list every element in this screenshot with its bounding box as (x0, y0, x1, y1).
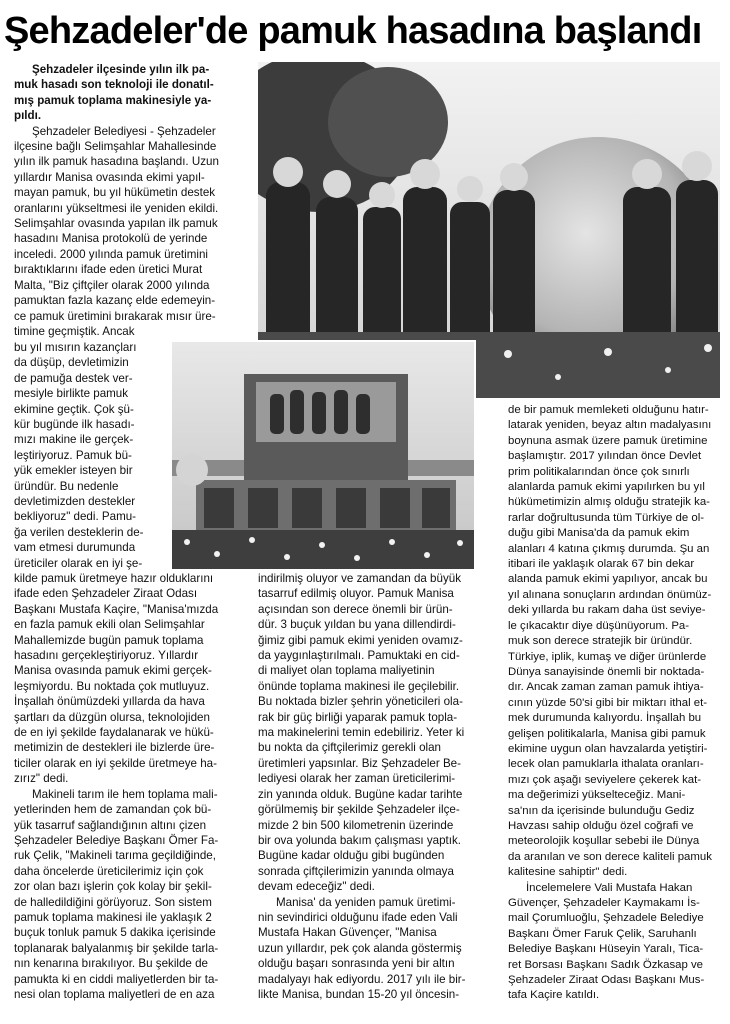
body-line: pamuktan fazla kazanç elde edemeyin- (14, 294, 216, 308)
body-line: Bugüne kadar olduğu gibi bugünden (258, 849, 445, 863)
body-line: Selimşahlar ovasında yapılan ilk pamuk (14, 217, 218, 231)
body-line: bu yıl mısırın kazançları (14, 341, 137, 354)
body-line: Havzası sahip olduğu özel coğrafi ve (508, 819, 694, 832)
body-line: indirilmiş oluyor ve zamandan da büyük (258, 572, 461, 585)
body-line: şartları da düzgün olursa, teknolojiden (14, 710, 210, 724)
body-line: sonrada çiftçilerimizin yanında olmaya (258, 864, 454, 878)
body-line: lediyesi olarak her zaman üreticilerimi- (258, 772, 456, 786)
body-line: ğa verilen desteklerin de- (14, 525, 144, 539)
body-line: yıl alınana sonuçların ardından önümüz- (508, 588, 712, 601)
body-line: kilde pamuk üretmeye hazır olduklarını (14, 572, 214, 585)
body-line: da düşüp, devletimizin (14, 356, 129, 370)
body-line: ma değerimizi yükselteceğiz. Mani- (508, 789, 686, 802)
lead-line: Şehzadeler ilçesinde yılın ilk pa- (32, 63, 210, 76)
body-line: de halledildiğini görüyoruz. Son sistem (14, 895, 212, 909)
body-line: leşmiyordu. Bu noktada çok mutluyuz. (14, 679, 210, 693)
body-line: mizde 2 bin 500 kilometrenin üzerinde (258, 818, 454, 832)
lead-line: pıldı. (14, 109, 42, 123)
body-line: rak bir güç birliği yaparak pamuk topla- (258, 710, 458, 724)
body-line: toplanarak balyalanmış bir şekilde tarla- (14, 941, 219, 955)
body-line: Dünya sanayisinde önemli bir noktada- (508, 665, 705, 678)
body-line: önünde toplama makinesi ile geçilebilir. (258, 679, 460, 693)
body-line: bir ova yolunda bakım çalışması yaptık. (258, 833, 461, 847)
body-line: ekimine uygun olan havzalarda yetiştiri- (508, 742, 708, 755)
body-line: pamuk toplama makinesi ile yaklaşık 2 (14, 910, 212, 924)
body-line: kalitesine sahiptir" dedi. (508, 866, 628, 879)
body-line: da yaygınlaştırılmalı. Pamuktaki en cid- (258, 649, 460, 663)
column-1-top (14, 62, 252, 339)
body-line: bu nokta da çiftçilerimiz gerekli olan (258, 741, 442, 755)
body-line: Belediye Başkanı Hüseyin Yaralı, Tica- (508, 943, 704, 956)
body-line: mızı çok aşağı seviyelere çekerek kat- (508, 773, 702, 786)
body-line: timine geçmiştik. Ancak (14, 324, 135, 338)
body-line: cının yüzde 50'si gibi bir miktarı ithal et- (508, 696, 708, 709)
body-line: muk son derece stratejik bir üründür. (508, 635, 693, 648)
body-line: Başkanı Ömer Faruk Çelik, Saruhanlı (508, 927, 697, 940)
body-line: tafa Kaçire katıldı. (508, 989, 600, 1002)
body-line: di maliyet olan toplama maliyetinin (258, 664, 435, 678)
body-line: tasarruf edilmiş oluyor. Pamuk Manisa (258, 587, 454, 601)
body-line: mek durumunda kalıyordu. İnşallah bu (508, 712, 702, 725)
body-line: boynuna asmak üzere pamuk üretimine (508, 434, 708, 447)
body-line: hükümetimizin almış olduğu stratejik ka- (508, 496, 710, 509)
body-line: mayan pamuk, bu yıl hükümetin destek (14, 186, 216, 200)
body-line: gelişen politikalarla, Manisa gibi pamuk (508, 727, 706, 740)
body-line: Şehzadeler Belediye Başkanı Ömer Fa- (14, 833, 219, 847)
body-line: duğu gibi Manisa'da da pamuk ekim (508, 527, 690, 540)
harvester-photo-drawing (172, 342, 474, 569)
body-line: devletimizden destekler (14, 495, 136, 509)
body-line: Başkanı Mustafa Kaçire, "Manisa'mızda (14, 602, 219, 616)
body-line: prim politikalarından önce çok sınırlı (508, 465, 690, 478)
body-line: dür. 3 buçuk yıldan bu yana dillendirdi- (258, 618, 456, 632)
body-line: ruk Çelik, "Makineli tarıma geçildiğinde, (14, 849, 216, 863)
lead-line: muk hasadı son teknoloji ile donatıl- (14, 78, 214, 92)
body-line: dır. Ancak zaman zaman pamuk ihtiya- (508, 681, 704, 694)
body-line: Bu noktada bizler şehrin yöneticileri ola- (258, 695, 463, 709)
body-line: üreticiler olarak en iyi şe- (14, 556, 143, 570)
body-line: Mustafa Hakan Güvençer, "Manisa (258, 926, 437, 940)
body-line: üretimleri yapsınlar. Biz Şehzadeler Be- (258, 756, 461, 770)
column-2 (258, 571, 500, 1002)
body-line: devam edeceğiz" dedi. (258, 880, 375, 894)
body-line: Manisa' da yeniden pamuk üretimi- (276, 895, 456, 909)
body-line: ifade eden Şehzadeler Ziraat Odası (14, 587, 198, 601)
body-line: görülmemiş bir şekilde Şehzadeler ilçe- (258, 803, 460, 817)
lead-line: mış pamuk toplama makinesiyle ya- (14, 93, 212, 107)
body-line: Güvençer, Şehzadeler Kaymakamı İs- (508, 897, 700, 909)
body-line: da aranılan ve son derece kaliteli pamuk (508, 850, 712, 863)
body-line: mail Çorumluoğlu, Şehzadele Belediye (508, 912, 704, 925)
body-line: mesiyle birlikte pamuk (14, 387, 129, 401)
body-line: nesi olan toplama maliyetleri de en aza (14, 987, 215, 1001)
body-line: Makineli tarım ile hem toplama mali- (32, 787, 218, 801)
body-line: kür bugünde ilk hasadı- (14, 418, 135, 432)
body-line: deki yıllarda bu rakam daha üst seviye- (508, 604, 706, 617)
body-line: leştiriyoruz. Pamuk bü- (14, 448, 132, 462)
body-line: pamukta ki en ciddi maliyetlerden bir ta- (14, 972, 219, 986)
body-line: üründür. Bu nedenle (14, 479, 119, 493)
body-line: Malta, "Biz çiftçiler olarak 2000 yılında (14, 278, 210, 292)
body-line: latarak yeniden, beyaz altın madalyasını (508, 419, 712, 432)
body-line: ce pamuk üretimini bırakarak mısır üre- (14, 309, 216, 323)
body-line: Manisa ovasında pamuk ekimi gerçek- (14, 664, 212, 678)
body-line: vam etmesi durumunda (14, 541, 136, 555)
body-line: Mahallemizde bugün pamuk toplama (14, 633, 204, 647)
body-line: olduğu başarı sonrasında yeni bir altın (258, 957, 455, 971)
body-line: metimizin de destekleri ile bizlerde üre- (14, 741, 215, 755)
body-line: daha öncelerde üreticilerimiz için çok (14, 864, 204, 878)
body-line: alanlarda pamuk ekimi yapılırken bu yıl (508, 481, 705, 494)
body-line: Şehzadeler Ziraat Odası Başkanı Mus- (508, 974, 705, 987)
body-line: sa'nın da içerisinde bulunduğu Gediz (508, 804, 695, 817)
body-line: yük tasarruf sağlandığının altını çizen (14, 818, 207, 832)
body-line: alanda pamuk ekimi yapılıyor, ancak bu (508, 573, 708, 586)
body-line: İncelemelere Vali Mustafa Hakan (526, 881, 693, 894)
column-1-bottom (14, 571, 252, 1002)
body-line: inceledi. 2000 yılında pamuk üretimini (14, 247, 208, 261)
body-line: ilçesine bağlı Selimşahlar Mahallesinde (14, 140, 217, 154)
body-line: hasadını Manisa protokolü de yerinde (14, 232, 208, 246)
body-line: yıllardır Manisa ovasında ekimi yapıl- (14, 170, 205, 184)
body-line: hasadını gerçekleştiriyoruz. Yıllardır (14, 649, 199, 663)
body-line: alanları 4 katına çıkmış durumda. Şu an (508, 542, 710, 555)
body-line: zor olan bazı işlerin çok kolay bir şekil- (14, 880, 212, 894)
body-line: buçuk tonluk pamuk 5 dakika içerisinde (14, 926, 216, 940)
body-line: ma makinelerini temin edebiliriz. Yeter ki (258, 726, 465, 740)
body-line: mızı makine ile gerçek- (14, 433, 134, 447)
body-line: Şehzadeler Belediyesi - Şehzadeler (32, 124, 216, 138)
body-line: İnşallah önümüzdeki yıllarda da hava (14, 695, 205, 709)
body-line: oranlarını yükseltmesi ile yeniden ekildi. (14, 201, 219, 215)
body-line: rarlar doğrultusunda tüm Türkiye de ol- (508, 511, 705, 524)
body-line: de en iyi şekilde faydalanarak ve hükü- (14, 726, 214, 740)
body-line: bekliyoruz" dedi. Pamu- (14, 510, 137, 524)
body-line: zin yanında olduk. Bugüne kadar tarihte (258, 787, 463, 801)
headline: Şehzadeler'de pamuk hasadına başlandı (4, 10, 702, 52)
body-line: lecek olan pamuklarla ithalata oranları- (508, 758, 704, 771)
column-3 (508, 403, 728, 1004)
body-line: zırız" dedi. (14, 772, 69, 786)
cotton-harvester-photo (172, 340, 476, 569)
body-line: nın kenarına bırakılıyor. Bu şekilde de (14, 957, 208, 971)
body-line: yetlerinden hem de zamandan çok bü- (14, 803, 212, 817)
body-line: de pamuğa destek ver- (14, 371, 133, 385)
body-line: bıraktıklarını ifade eden üretici Murat (14, 263, 203, 277)
body-line: ekimine geçtik. Çok şü- (14, 402, 134, 416)
column-1-narrow (14, 340, 168, 571)
body-line: açısından son derece önemli bir ürün- (258, 602, 453, 616)
body-line: meteorolojik koşullar sebebi ile Dünya (508, 835, 700, 848)
body-line: de bir pamuk memleketi olduğunu hatır- (508, 404, 709, 416)
body-line: yılın ilk pamuk hasadına başlandı. Uzun (14, 155, 219, 169)
body-line: nin sevindirici olduğunu ifade eden Vali (258, 910, 458, 924)
body-line: uzun yıllardır, pek çok alanda göstermiş (258, 941, 462, 955)
body-line: Türkiye, iplik, kumaş ve diğer ürünlerde (508, 650, 707, 663)
body-line: ticiler olarak en iyi şekilde üretmeye ha- (14, 756, 217, 770)
body-line: le çıkacaktır diye düşünüyorum. Pa- (508, 619, 690, 632)
body-line: likte Manisa, bundan 15-20 yıl öncesin- (258, 987, 460, 1001)
body-line: ret Borsası Başkanı Sadık Özkasap ve (508, 958, 703, 971)
body-line: en fazla pamuk ekili olan Selimşahlar (14, 618, 205, 632)
body-line: itibari ile yaklaşık olarak 67 bin dekar (508, 558, 695, 571)
body-line: başlamıştır. 2017 yılından önce Devlet (508, 450, 702, 463)
body-line: yük emekler isteyen bir (14, 464, 133, 478)
body-line: ğimiz gibi pamuk ekimi yeniden ovamız- (258, 633, 463, 647)
body-line: madalyayı hak ediyordu. 2017 yılı ile bir- (258, 972, 466, 986)
